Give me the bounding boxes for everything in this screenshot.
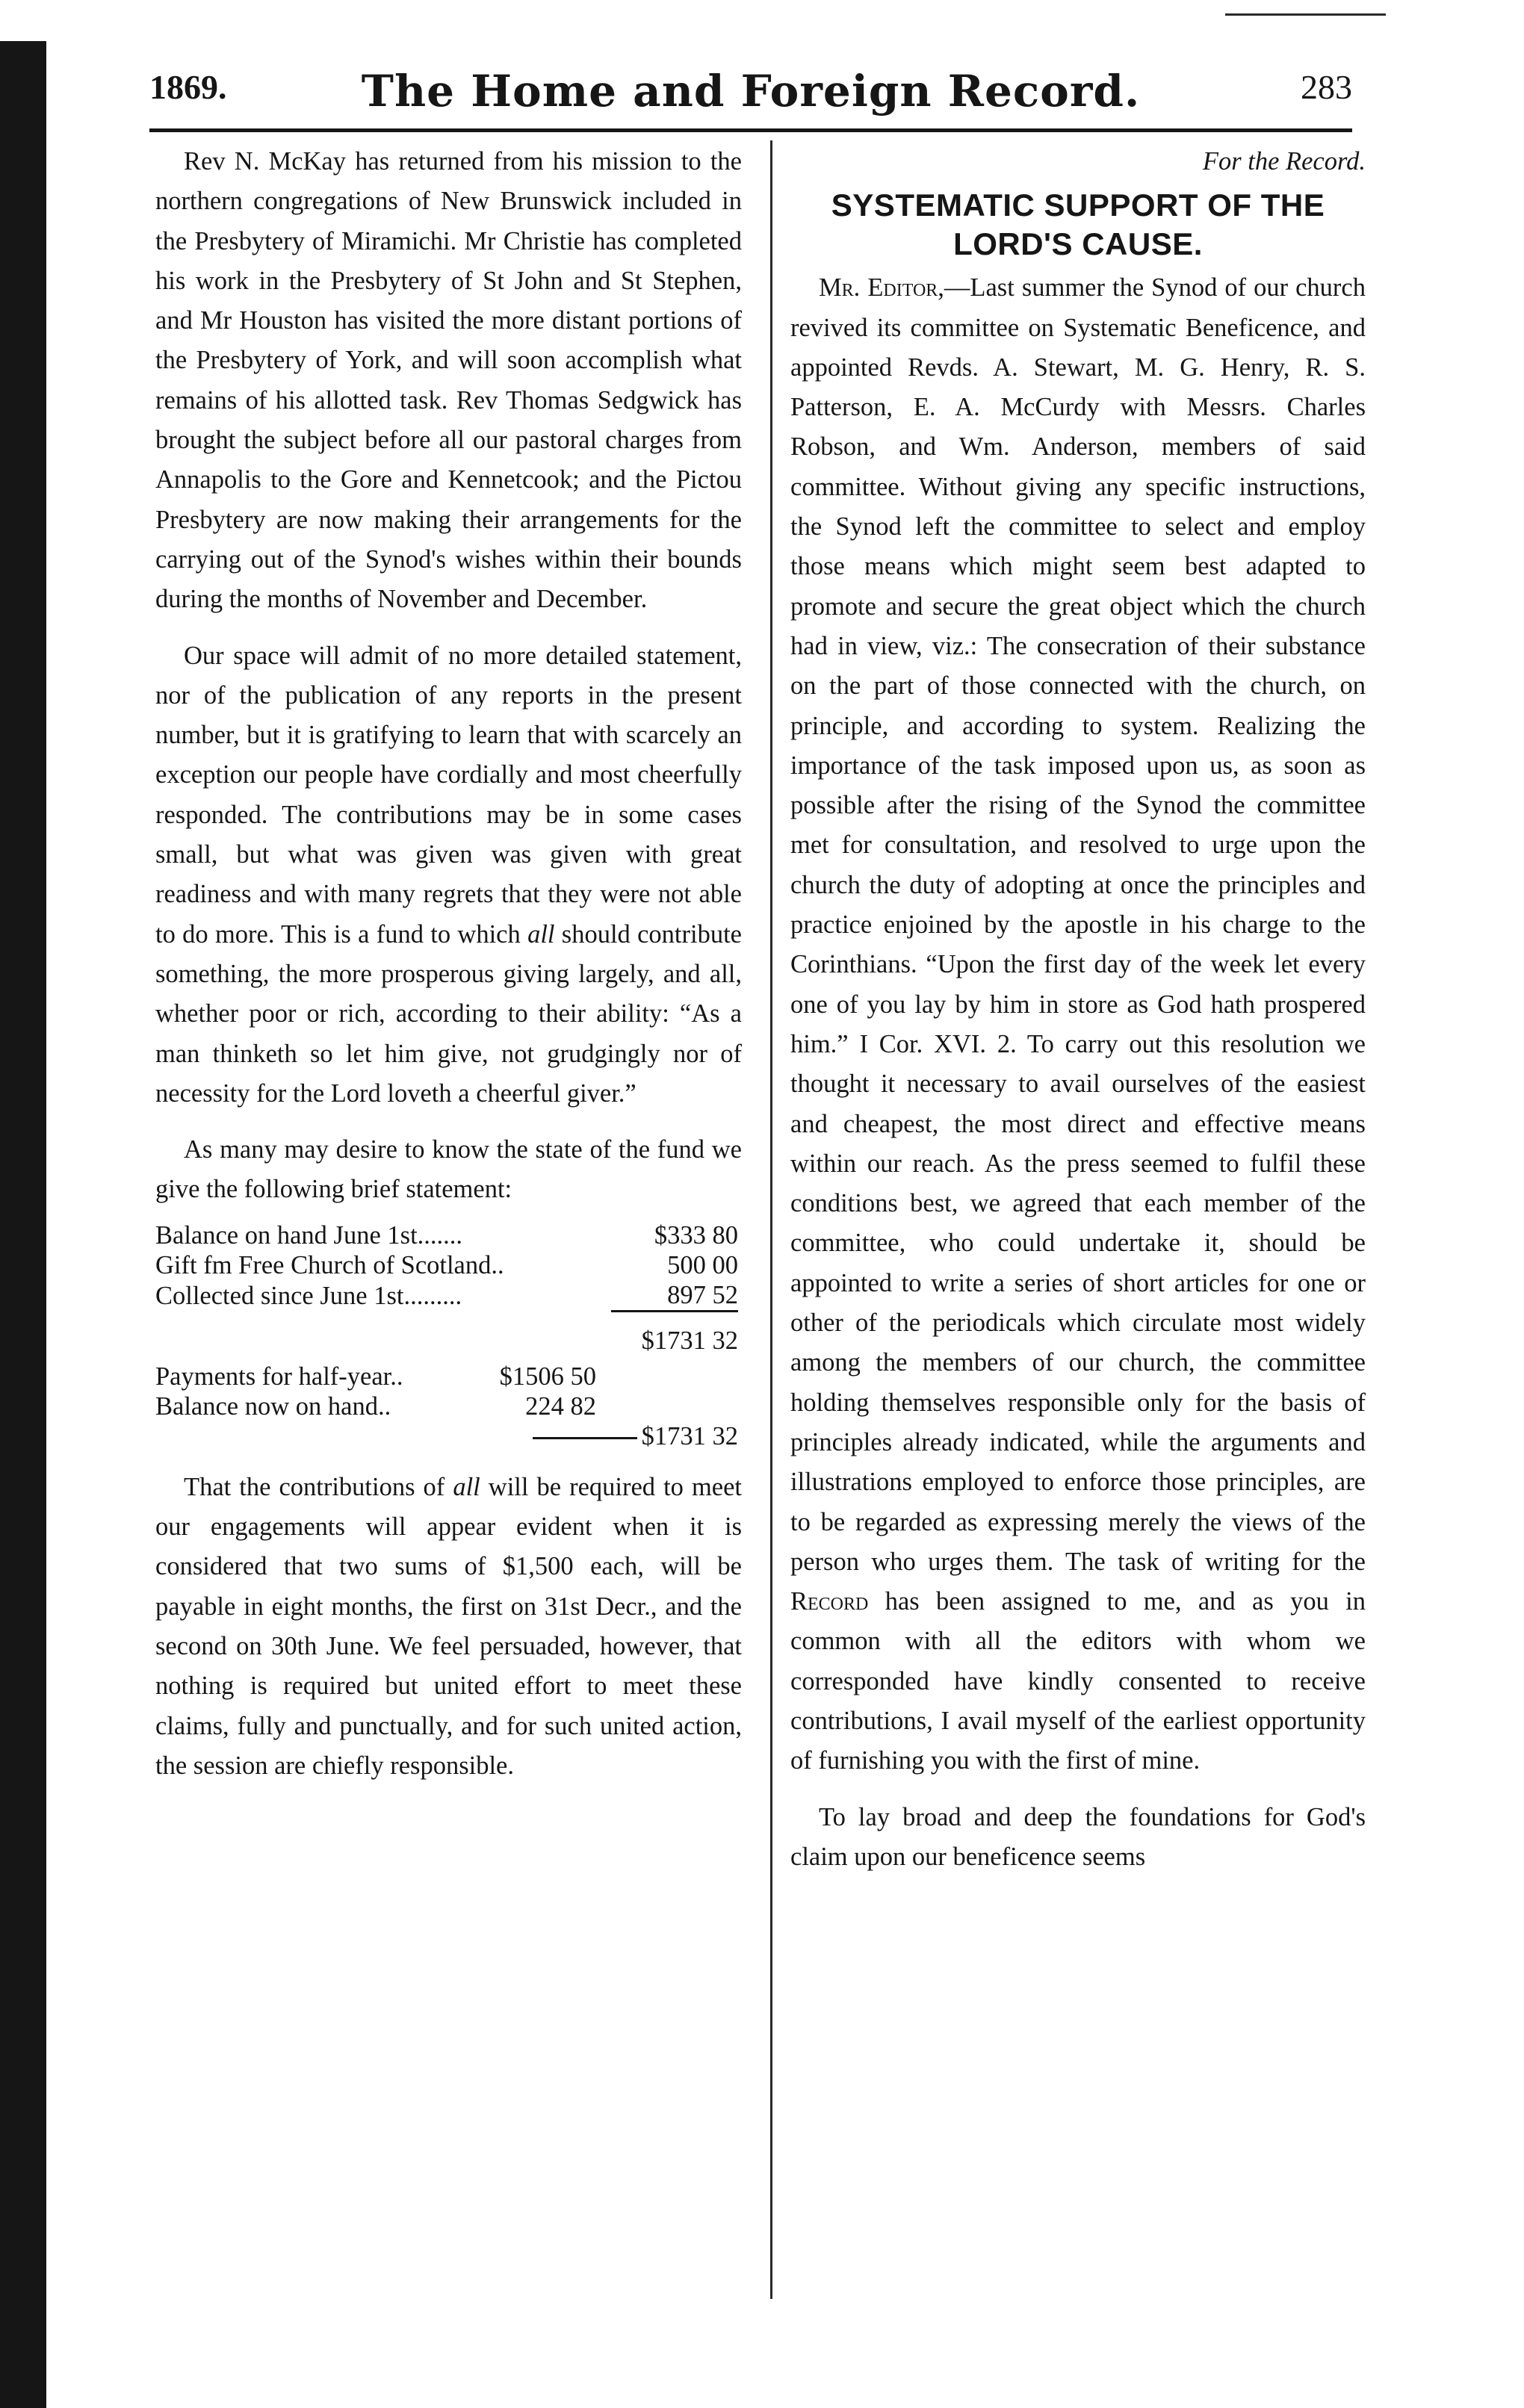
column-divider <box>770 140 772 2299</box>
binding-edge <box>0 41 46 2408</box>
left-column <box>155 142 742 1786</box>
paragraph-contributions: Our space will admit of no more detailed statement, nor of the publication of any reports in the present number, but it is gratifying to learn that with scarcely an exception our people have cordially and most cheerfully responded. The contributions may be in some cases small, but what was given was given with great readiness and with many regrets that they were not able to do more. This is a fund to which all should contribute something, the more prosperous giving largely, and all, whether poor or rich, according to their ability: “As a man thinketh so let him give, not grudgingly nor of necessity for the Lord loveth a cheerful giver.” <box>155 641 742 1108</box>
top-rule-fragment <box>1225 13 1386 16</box>
page-number: 283 <box>1301 68 1352 106</box>
ledger-row: Gift fm Free Church of Scotland.. 500 00 <box>155 1250 738 1279</box>
ledger-row: Collected since June 1st......... 897 52 <box>155 1280 738 1311</box>
header-year: 1869. <box>149 68 227 106</box>
fund-disbursement <box>155 1362 738 1451</box>
article-headline: SYSTEMATIC SUPPORT OF THE LORD'S CAUSE. <box>831 187 1325 262</box>
paragraph-foundations: To lay broad and deep the foundations for God's claim upon our beneficence seems <box>790 1802 1366 1871</box>
paragraph-missions: Rev N. McKay has returned from his mission to the northern congregations of New Brunswick included in the Presbytery of Miramichi. Mr Christie has completed his work in the Presbytery of St John and St Stephen, and Mr Houston has visited the more distant portions of the Presbytery of York, and will soon accomplish what remains of his allotted task. Rev Thomas Sedgwick has brought the subject before all our pastoral charges from Annapolis to the Gore and Kennetcook; and the Pictou Presbytery are now making their arrangements for the carrying out of the Synod's wishes within their bounds during the months of November and December. <box>155 147 742 614</box>
ledger-row: Payments for half-year.. $1506 50 <box>155 1362 596 1391</box>
right-column <box>790 142 1366 1877</box>
ledger-total: $1731 32 <box>155 1421 738 1451</box>
running-header <box>149 67 1352 120</box>
header-rule <box>149 128 1352 132</box>
paragraph-engagements: That the contributions of all will be required to meet our engagements will appear evident when it is considered that two sums of $1,500 each, will be payable in eight months, the first on 31st Decr., and the second on 30th June. We feel persuaded, however, that nothing is required but united effort to meet these claims, fully and punctually, and for such united action, the session are chiefly responsible. <box>155 1472 742 1780</box>
paragraph-letter: Mr. Editor,—Last summer the Synod of our church revived its committee on Systematic Beneficence, and appointed Revds. A. Stewart, M. G. Henry, R. S. Patterson, E. A. McCurdy with Messrs. Charles Robson, and Wm. Anderson, members of said committee. Without giving any specific instructions, the Synod left the committee to select and employ those means which might seem best adapted to promote and secure the great object which the church had in view, viz.: The consecration of their substance on the part of those connected with the church, on principle, and according to system. Realizing the importance of the task imposed upon us, as soon as possible after the rising of the Synod the committee met for consultation, and resolved to urge upon the church the duty of adopting at once the principles and practice enjoined by the apostle in his charge to the Corinthians. “Upon the first day of the week let every one of you lay by him in store as God hath prospered him.” I Cor. XVI. 2. To carry out this resolution we thought it necessary to avail ourselves of the easiest and cheapest, the most direct and effective means within our reach. As the press seemed to fulfil these conditions best, we agreed that each member of the committee, who could undertake it, should be appointed to write a series of short articles for one or other of the periodicals which circulate most widely among the members of our church, the committee holding themselves responsible only for the basis of principles already indicated, while the arguments and illustrations employed to enforce those principles, are to be regarded as expressing merely the views of the person who urges them. The task of writing for the Record has been assigned to me, and as you in common with all the editors with whom we corresponded have kindly consented to receive contributions, I avail myself of the earliest opportunity of furnishing you with the first of mine. <box>790 273 1366 1775</box>
ledger-total: $1731 32 <box>641 1326 738 1355</box>
ledger-row: Balance on hand June 1st....... $333 80 <box>155 1220 738 1250</box>
journal-title: The Home and Foreign Record. <box>361 66 1141 117</box>
ledger-row: Balance now on hand.. 224 82 <box>155 1391 596 1421</box>
paragraph-statement-intro: As many may desire to know the state of the fund we give the following brief statement: <box>155 1135 742 1204</box>
fund-ledger <box>155 1220 738 1356</box>
article-credit: For the Record. <box>1202 147 1366 176</box>
